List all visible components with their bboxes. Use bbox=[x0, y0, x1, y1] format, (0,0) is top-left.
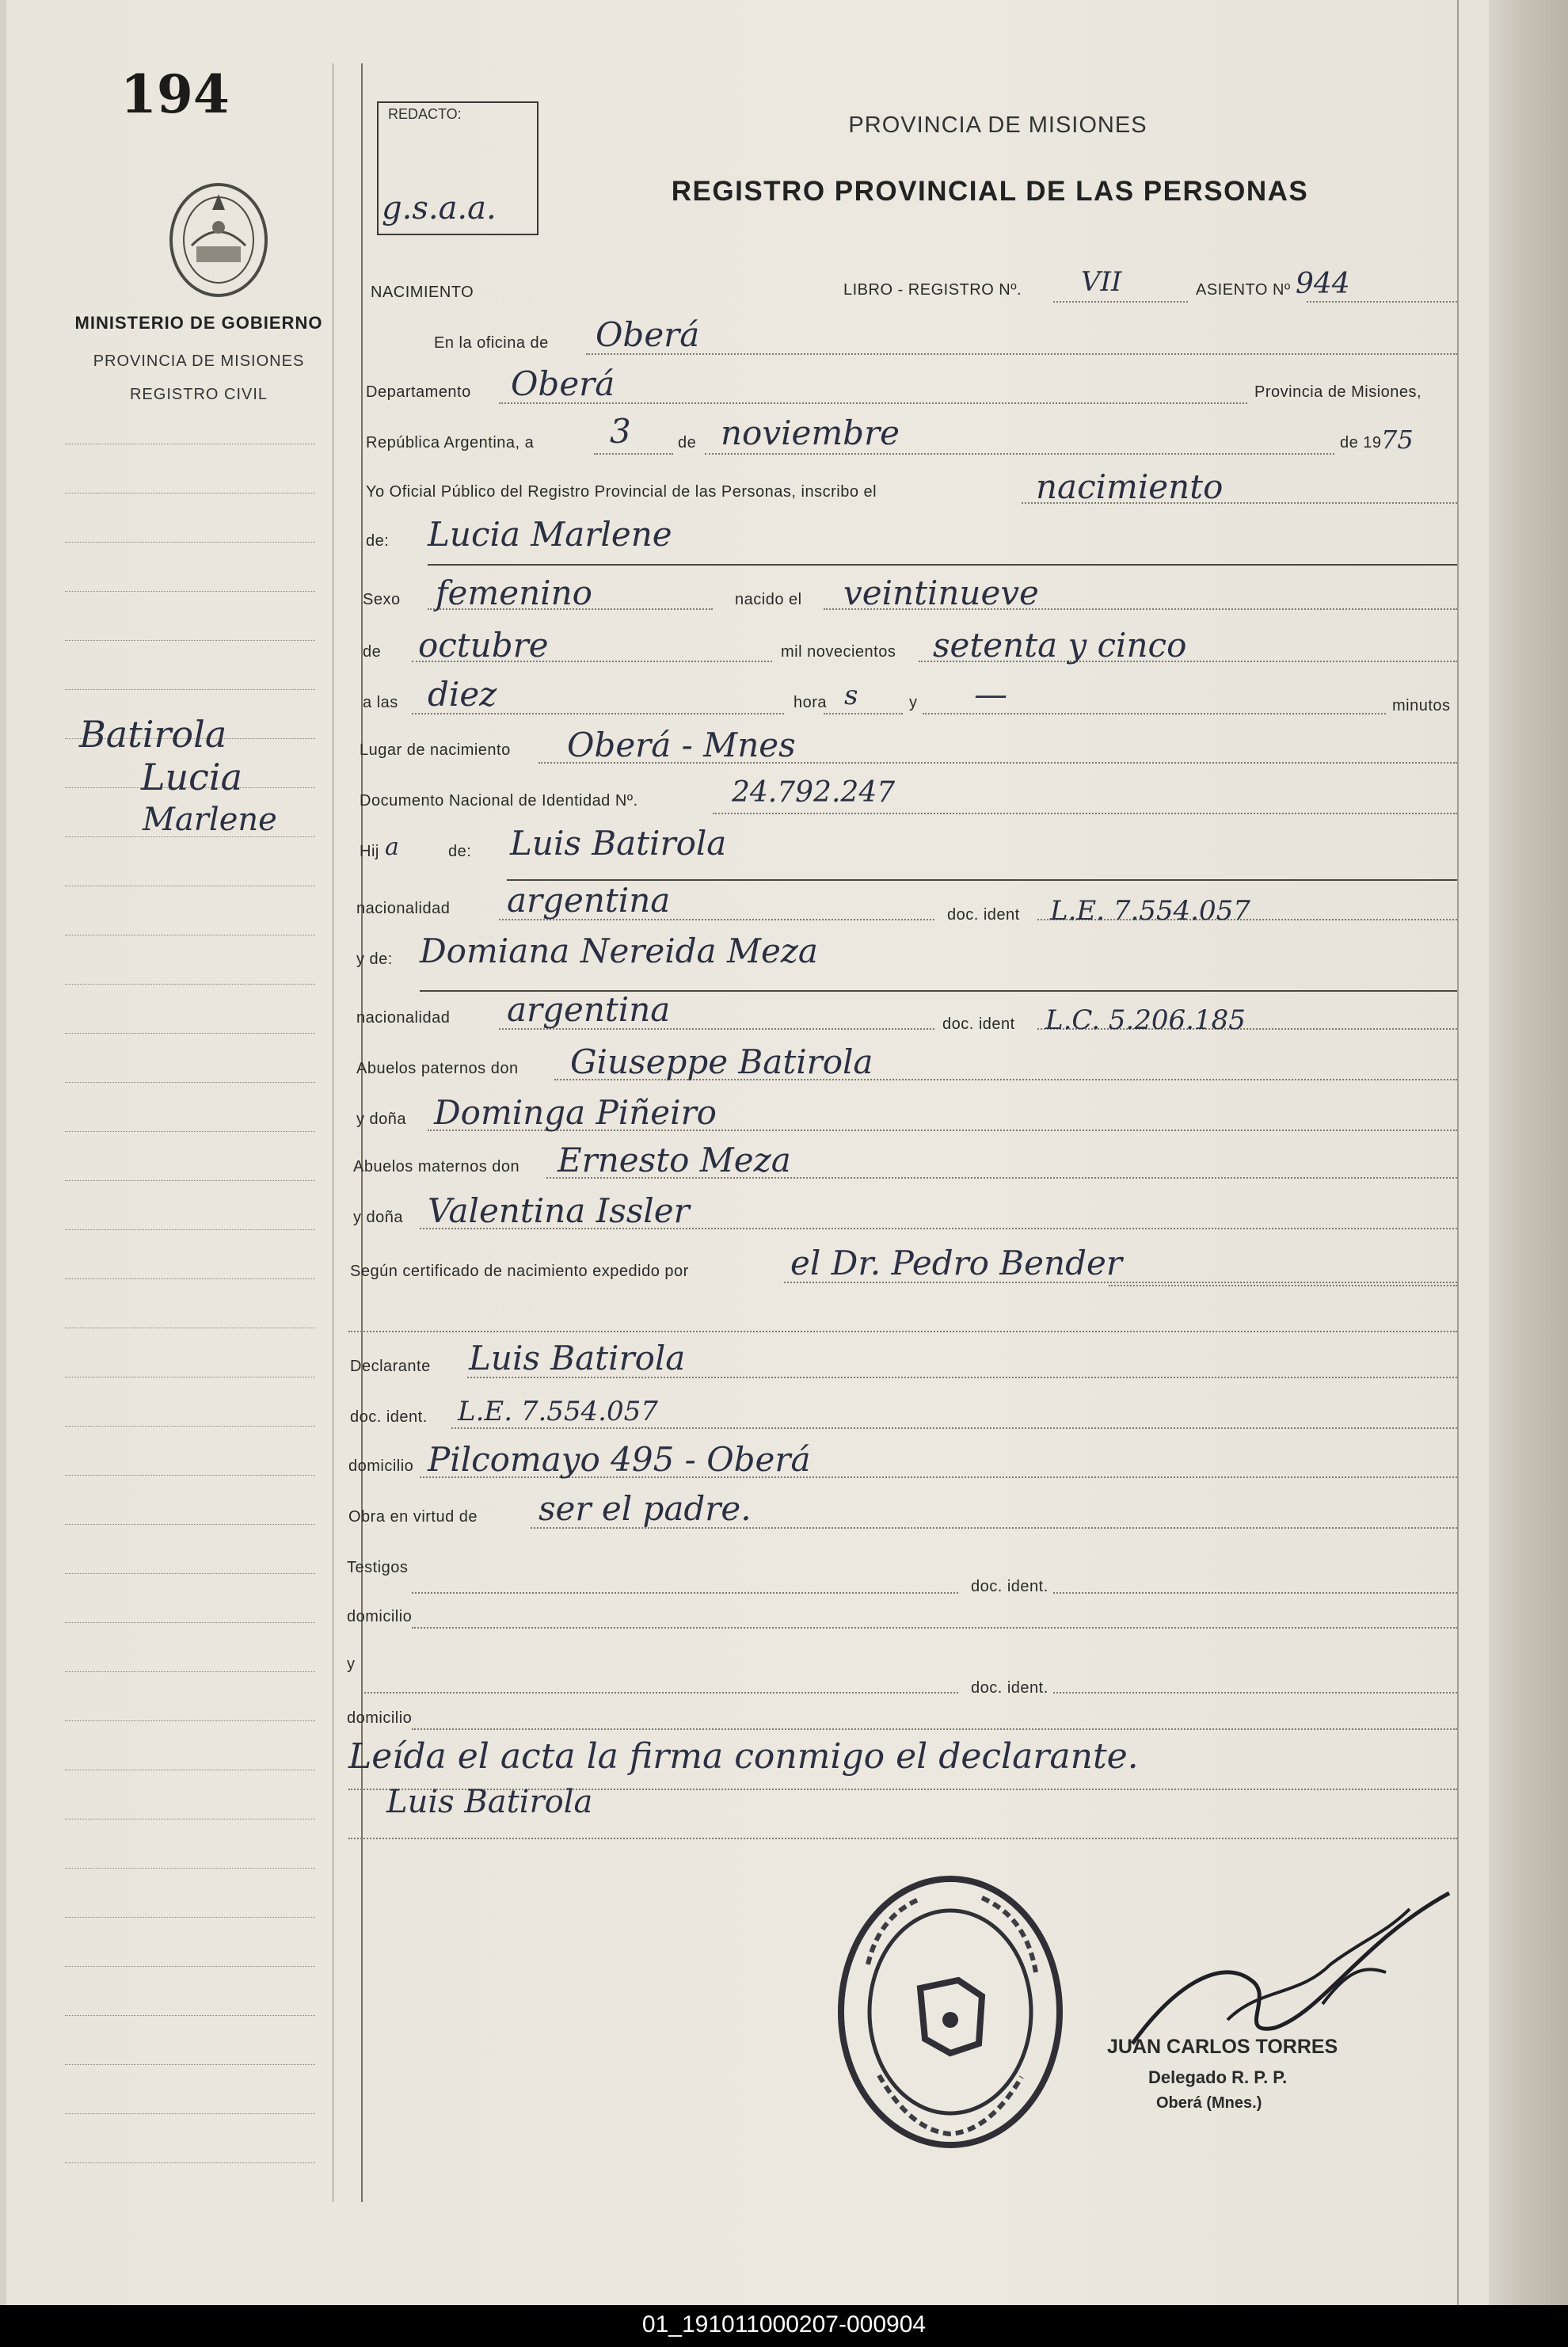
hora-value: s bbox=[844, 680, 858, 711]
page-left-edge bbox=[0, 0, 6, 2305]
page-right-line bbox=[1457, 0, 1459, 2305]
form-dotted-line bbox=[412, 1728, 1457, 1730]
domicilio-value: Pilcomayo 495 - Oberá bbox=[428, 1440, 811, 1479]
form-dotted-line bbox=[1053, 301, 1188, 303]
de-label: de bbox=[678, 434, 697, 451]
padre-value: Luis Batirola bbox=[510, 824, 727, 863]
nacido-label: nacido el bbox=[735, 591, 802, 608]
margin-rule-line bbox=[65, 1475, 315, 1476]
province-title: PROVINCIA DE MISIONES bbox=[848, 112, 1147, 138]
nacionalidad-label: nacionalidad bbox=[356, 900, 451, 917]
libro-label: LIBRO - REGISTRO Nº. bbox=[843, 281, 1022, 299]
margin-rule-line bbox=[65, 591, 315, 592]
registry-title: REGISTRO PROVINCIAL DE LAS PERSONAS bbox=[671, 176, 1309, 207]
minutos-value: — bbox=[974, 675, 1007, 714]
doc-madre-value: L.C. 5.206.185 bbox=[1045, 1004, 1246, 1036]
nacionalidad-label: nacionalidad bbox=[356, 1009, 451, 1027]
page-right-edge bbox=[1489, 0, 1568, 2305]
y-label: y bbox=[347, 1655, 356, 1673]
closing-text: Leída el acta la firma conmigo el declarante. bbox=[348, 1736, 1139, 1777]
margin-rule-line bbox=[65, 1426, 315, 1427]
margin-rule-line bbox=[65, 640, 315, 641]
registry-stamp-icon bbox=[832, 1869, 1069, 2155]
provincia-label: Provincia de Misiones, bbox=[1254, 383, 1422, 401]
form-dotted-line bbox=[824, 713, 903, 714]
certificado-value: el Dr. Pedro Bender bbox=[790, 1244, 1122, 1282]
hija-label: Hij bbox=[360, 843, 379, 860]
margin-rule-line bbox=[65, 689, 315, 690]
obra-label: Obra en virtud de bbox=[348, 1508, 478, 1526]
dia-value: 3 bbox=[610, 412, 631, 451]
domicilio-label: domicilio bbox=[348, 1457, 414, 1475]
margin-rule-line bbox=[65, 1082, 315, 1083]
domicilio-label: domicilio bbox=[347, 1709, 413, 1727]
province-seal-icon bbox=[160, 170, 277, 305]
y-label: y bbox=[909, 694, 918, 711]
margin-rule-line bbox=[65, 1966, 315, 1967]
margin-rule-line bbox=[65, 1671, 315, 1672]
madre-de-label: y de: bbox=[356, 951, 393, 968]
lugar-value: Oberá - Mnes bbox=[567, 726, 796, 764]
abuelos-paternos-label: Abuelos paternos don bbox=[356, 1060, 519, 1077]
doc-ident-label: doc. ident. bbox=[971, 1578, 1049, 1595]
libro-value: VII bbox=[1081, 266, 1122, 298]
mil-value: setenta y cinco bbox=[933, 626, 1187, 665]
doc-declarante-value: L.E. 7.554.057 bbox=[458, 1396, 658, 1427]
column-divider bbox=[361, 63, 363, 2202]
form-dotted-line bbox=[348, 1838, 1457, 1839]
margin-rule-line bbox=[65, 2113, 315, 2114]
lugar-label: Lugar de nacimiento bbox=[360, 741, 511, 759]
form-dotted-line bbox=[451, 1427, 1457, 1429]
nombre-value: Lucia Marlene bbox=[428, 515, 672, 554]
margin-note bbox=[79, 713, 333, 841]
margin-rule-line bbox=[65, 1917, 315, 1918]
doc-padre-value: L.E. 7.554.057 bbox=[1050, 895, 1250, 927]
form-solid-line bbox=[428, 564, 1457, 566]
nacimiento-label: NACIMIENTO bbox=[371, 284, 474, 301]
mil-label: mil novecientos bbox=[781, 643, 896, 661]
form-dotted-line bbox=[713, 813, 1457, 814]
madre-value: Domiana Nereida Meza bbox=[420, 932, 818, 970]
oficial-label: Yo Oficial Público del Registro Provincial de las Personas, inscribo el bbox=[366, 483, 877, 501]
margin-rule-line bbox=[65, 542, 315, 543]
nacionalidad-madre-value: argentina bbox=[507, 990, 671, 1029]
margin-rule-line bbox=[65, 1622, 315, 1623]
anio-value: 75 bbox=[1381, 425, 1414, 455]
ministry-title: MINISTERIO DE GOBIERNO bbox=[74, 313, 323, 333]
asiento-label: ASIENTO Nº bbox=[1196, 281, 1291, 299]
declarante-signature: Luis Batirola bbox=[386, 1784, 593, 1820]
margin-rule-line bbox=[65, 2015, 315, 2016]
minutos-label: minutos bbox=[1392, 697, 1451, 714]
alas-label: a las bbox=[363, 694, 398, 711]
form-dotted-line bbox=[1053, 1692, 1457, 1694]
form-dotted-line bbox=[1307, 301, 1457, 303]
oficina-label: En la oficina de bbox=[434, 334, 549, 352]
form-dotted-line bbox=[705, 453, 1334, 455]
redacto-label: REDACTO: bbox=[388, 106, 462, 122]
abuelos-maternos-value: Ernesto Meza bbox=[558, 1141, 791, 1179]
margin-rule-line bbox=[65, 1524, 315, 1525]
padre-de-label: de: bbox=[448, 843, 472, 860]
alas-value: diez bbox=[428, 675, 497, 714]
page-number: 194 bbox=[120, 63, 230, 125]
form-dotted-line bbox=[412, 1627, 1457, 1629]
oficial-value: nacimiento bbox=[1036, 467, 1224, 506]
margin-rule-line bbox=[65, 1229, 315, 1230]
doc-ident-label: doc. ident. bbox=[971, 1679, 1049, 1697]
declarante-label: Declarante bbox=[350, 1358, 431, 1375]
signer-role: Delegado R. P. P. bbox=[1148, 2067, 1288, 2087]
form-dotted-line bbox=[412, 1592, 958, 1594]
form-dotted-line bbox=[1053, 1592, 1457, 1594]
margin-note-line: Lucia bbox=[141, 756, 243, 798]
departamento-label: Departamento bbox=[366, 383, 471, 401]
abuelos-maternos-label: Abuelos maternos don bbox=[353, 1158, 520, 1175]
abuela-paterna-value: Dominga Piñeiro bbox=[434, 1093, 717, 1132]
form-dotted-line bbox=[348, 1331, 1457, 1332]
margin-rule-line bbox=[65, 1278, 315, 1279]
nacionalidad-padre-value: argentina bbox=[507, 881, 671, 920]
sexo-value: femenino bbox=[436, 573, 592, 612]
margin-rule-line bbox=[65, 1720, 315, 1721]
margin-rule-line bbox=[65, 1033, 315, 1034]
certificado-label: Según certificado de nacimiento expedido por bbox=[350, 1263, 689, 1280]
margin-rule-line bbox=[65, 1131, 315, 1132]
dni-value: 24.792.247 bbox=[732, 776, 896, 809]
sexo-label: Sexo bbox=[363, 591, 401, 608]
hija-suffix: a bbox=[385, 833, 399, 861]
de-label: de bbox=[363, 643, 382, 661]
doc-ident-label: doc. ident. bbox=[350, 1408, 428, 1426]
form-dotted-line bbox=[1109, 1285, 1457, 1286]
form-dotted-line bbox=[594, 453, 673, 455]
nombre-label: de: bbox=[366, 532, 390, 550]
footer-id: 01_191011000207-000904 bbox=[641, 2311, 927, 2337]
margin-column bbox=[65, 0, 333, 2305]
asiento-value: 944 bbox=[1296, 268, 1350, 300]
departamento-value: Oberá bbox=[511, 364, 615, 403]
margin-rule-line bbox=[65, 1573, 315, 1574]
margin-rule-line bbox=[65, 1180, 315, 1181]
dni-label: Documento Nacional de Identidad Nº. bbox=[360, 792, 638, 810]
hora-label: hora bbox=[794, 694, 828, 711]
oficina-value: Oberá bbox=[596, 315, 700, 354]
dona-label: y doña bbox=[353, 1209, 404, 1226]
ministry-office: REGISTRO CIVIL bbox=[129, 386, 268, 403]
republica-label: República Argentina, a bbox=[366, 434, 535, 451]
obra-value: ser el padre. bbox=[539, 1489, 752, 1528]
margin-rule-line bbox=[65, 2162, 315, 2163]
doc-ident-label: doc. ident bbox=[942, 1015, 1015, 1033]
margin-rule-line bbox=[65, 2064, 315, 2065]
declarante-value: Luis Batirola bbox=[469, 1339, 686, 1377]
mes-nacimiento-value: octubre bbox=[418, 626, 549, 665]
margin-rule-line bbox=[65, 1868, 315, 1869]
mes-value: noviembre bbox=[721, 413, 900, 452]
nacido-value: veintinueve bbox=[843, 573, 1039, 612]
abuela-materna-value: Valentina Issler bbox=[428, 1191, 690, 1230]
signer-place: Oberá (Mnes.) bbox=[1156, 2094, 1262, 2112]
form-dotted-line bbox=[586, 353, 1457, 355]
redacto-value: g.s.a.a. bbox=[382, 190, 497, 227]
doc-ident-label: doc. ident bbox=[947, 906, 1020, 924]
abuelos-paternos-value: Giuseppe Batirola bbox=[570, 1042, 873, 1081]
testigos-label: Testigos bbox=[347, 1559, 409, 1576]
dona-label: y doña bbox=[356, 1111, 407, 1128]
form-dotted-line bbox=[364, 1692, 958, 1694]
margin-note-line: Marlene bbox=[143, 802, 277, 838]
margin-rule-line bbox=[65, 984, 315, 985]
signer-name: JUAN CARLOS TORRES bbox=[1107, 2036, 1338, 2058]
ministry-province: PROVINCIA DE MISIONES bbox=[93, 352, 305, 370]
anio-label: de 19 bbox=[1340, 434, 1382, 451]
margin-note-line: Batirola bbox=[79, 713, 227, 756]
domicilio-label: domicilio bbox=[347, 1608, 413, 1625]
